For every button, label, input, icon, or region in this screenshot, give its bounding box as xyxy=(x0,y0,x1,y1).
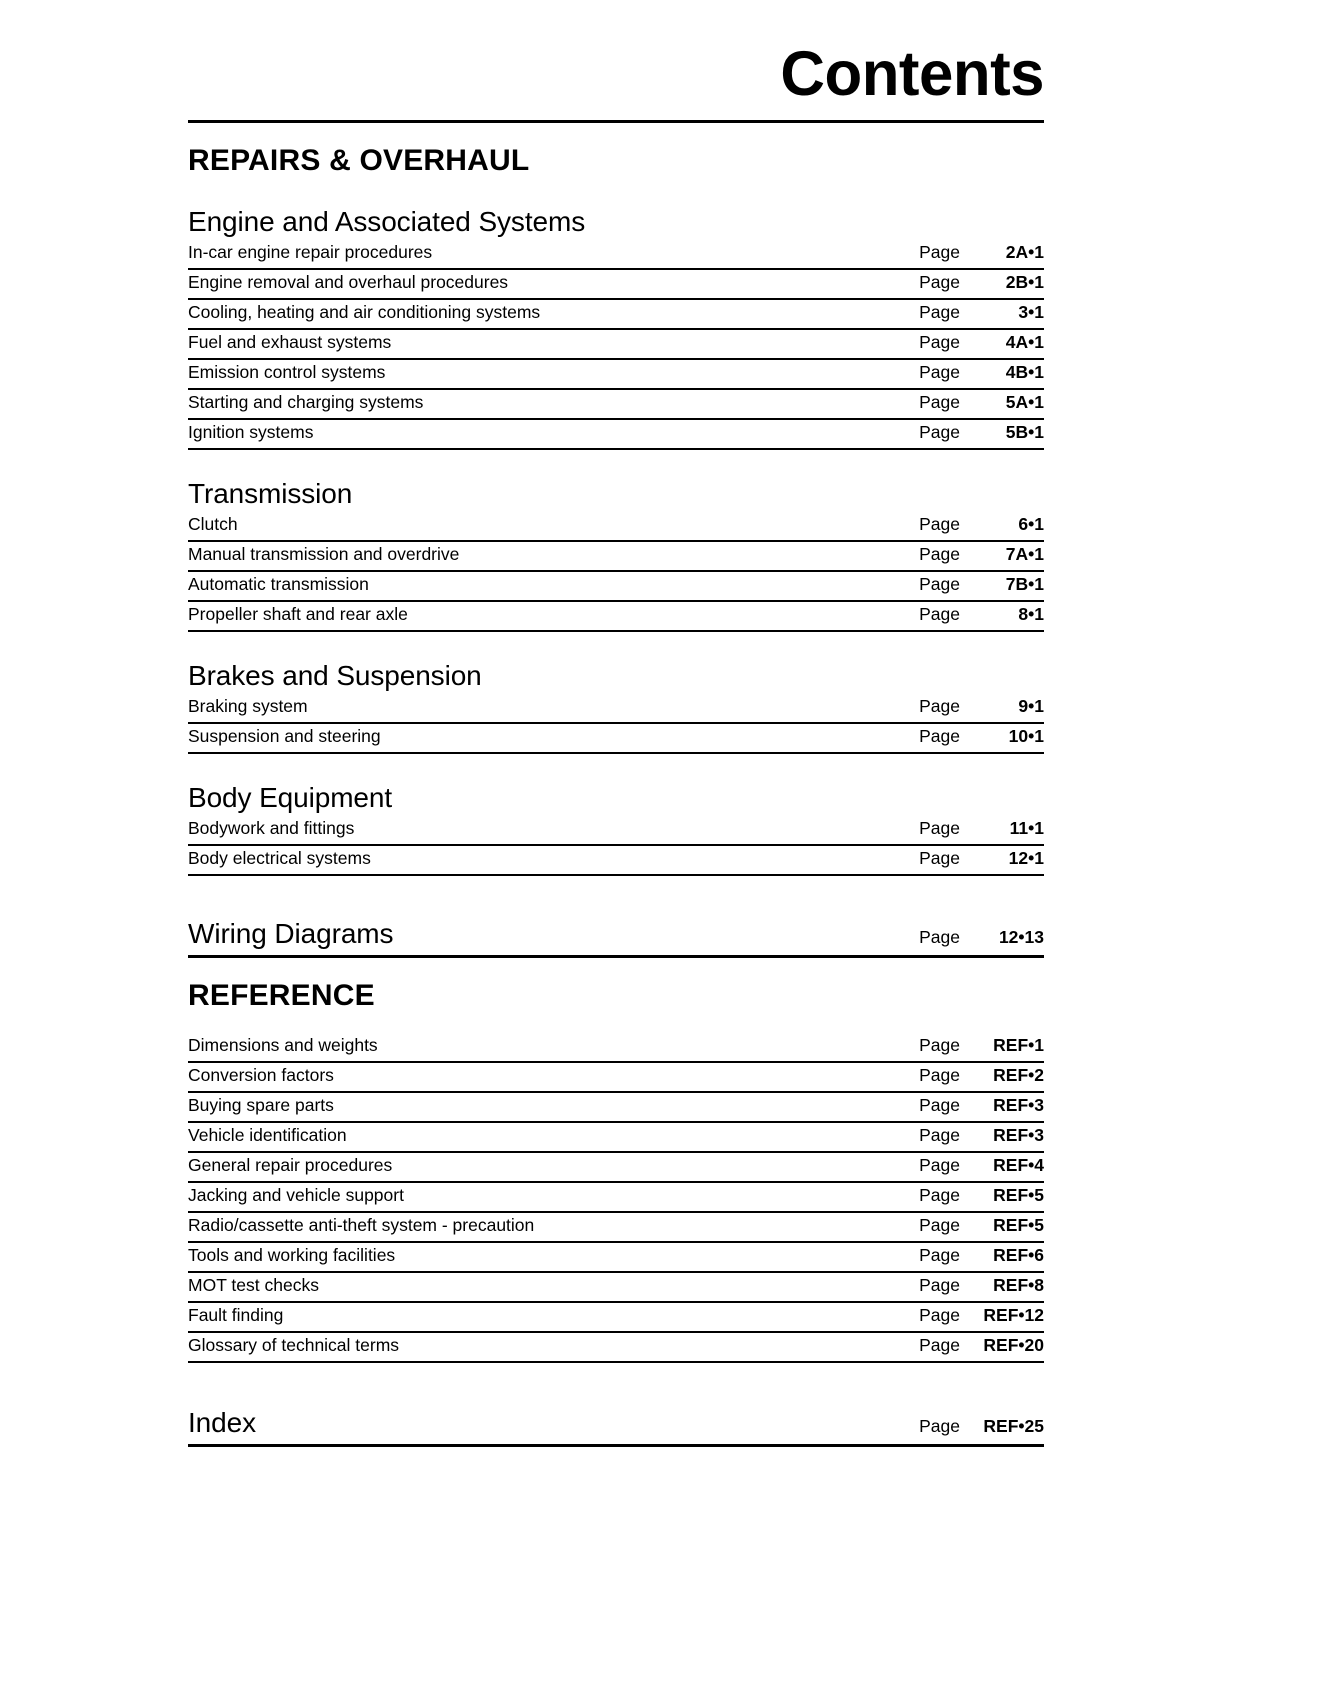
entry-page-label: Page xyxy=(919,513,960,534)
entry-page-label: Page xyxy=(919,725,960,746)
entry-title: Suspension and steering xyxy=(188,725,381,746)
contents-entry-row[interactable] xyxy=(188,1333,1044,1363)
group-heading: Transmission xyxy=(188,477,353,509)
contents-entry-row[interactable] xyxy=(188,1063,1044,1093)
entry-page-reference: 7A•1 xyxy=(1005,543,1044,564)
page-title: Contents xyxy=(780,39,1044,109)
entry-page-reference: REF•5 xyxy=(993,1184,1044,1205)
major-entry-row[interactable] xyxy=(188,918,1044,958)
contents-entry-row[interactable] xyxy=(188,542,1044,572)
entry-page-reference: 9•1 xyxy=(1018,695,1044,716)
entry-page-label: Page xyxy=(919,421,960,442)
group-section xyxy=(188,206,1044,450)
entry-page-reference: REF•5 xyxy=(993,1214,1044,1235)
entry-title: Propeller shaft and rear axle xyxy=(188,603,408,624)
entry-title: Fuel and exhaust systems xyxy=(188,331,392,352)
contents-entry-row[interactable] xyxy=(188,694,1044,724)
entry-page-label: Page xyxy=(919,603,960,624)
entry-page-label: Page xyxy=(919,847,960,868)
entry-page-label: Page xyxy=(919,331,960,352)
entry-page-reference: REF•8 xyxy=(993,1274,1044,1295)
contents-entry-row[interactable] xyxy=(188,240,1044,270)
entry-page-label: Page xyxy=(919,1094,960,1115)
entry-page-reference: 7B•1 xyxy=(1005,573,1044,594)
entry-title: Jacking and vehicle support xyxy=(188,1184,404,1205)
entry-page-label: Page xyxy=(919,301,960,322)
entry-title: General repair procedures xyxy=(188,1154,393,1175)
entry-title: Clutch xyxy=(188,513,238,534)
entry-page-label: Page xyxy=(919,1034,960,1055)
part-heading: REFERENCE xyxy=(188,978,375,1012)
masthead-divider xyxy=(188,120,1044,123)
entry-page-label: Page xyxy=(919,391,960,412)
major-entry-page-reference: 12•13 xyxy=(998,926,1044,947)
entry-page-reference: 12•1 xyxy=(1008,847,1044,868)
entry-page-reference: 5B•1 xyxy=(1005,421,1044,442)
entry-page-label: Page xyxy=(919,1244,960,1265)
entry-page-reference: 5A•1 xyxy=(1005,391,1044,412)
group-heading: Engine and Associated Systems xyxy=(188,205,586,237)
contents-entry-row[interactable] xyxy=(188,420,1044,450)
entry-page-reference: REF•6 xyxy=(993,1244,1044,1265)
part-heading: REPAIRS & OVERHAUL xyxy=(188,143,530,177)
entry-page-reference: 6•1 xyxy=(1018,513,1044,534)
contents-body xyxy=(188,144,1044,1447)
contents-entry-row[interactable] xyxy=(188,1183,1044,1213)
entry-page-label: Page xyxy=(919,241,960,262)
part-section xyxy=(188,979,1044,1447)
contents-entry-row[interactable] xyxy=(188,512,1044,542)
major-entry-title: Wiring Diagrams xyxy=(188,917,394,949)
entry-page-label: Page xyxy=(919,1334,960,1355)
major-entry-block xyxy=(188,1407,1044,1447)
group-heading: Brakes and Suspension xyxy=(188,659,482,691)
entry-title: Body electrical systems xyxy=(188,847,371,868)
contents-entry-row[interactable] xyxy=(188,816,1044,846)
entry-title: Bodywork and fittings xyxy=(188,817,355,838)
entry-title: Braking system xyxy=(188,695,308,716)
part-section xyxy=(188,144,1044,958)
major-entry-row[interactable] xyxy=(188,1407,1044,1447)
entry-page-reference: 10•1 xyxy=(1008,725,1044,746)
entry-title: Cooling, heating and air conditioning systems xyxy=(188,301,541,322)
entry-page-label: Page xyxy=(919,361,960,382)
entry-page-label: Page xyxy=(919,543,960,564)
entry-page-reference: 2A•1 xyxy=(1005,241,1044,262)
entry-page-label: Page xyxy=(919,271,960,292)
group-section xyxy=(188,1033,1044,1363)
entry-page-reference: 11•1 xyxy=(1009,817,1044,838)
entry-title: Starting and charging systems xyxy=(188,391,424,412)
entry-title: Ignition systems xyxy=(188,421,314,442)
major-entry-title: Index xyxy=(188,1406,256,1438)
entry-page-reference: REF•4 xyxy=(993,1154,1044,1175)
entry-page-label: Page xyxy=(919,1184,960,1205)
entry-page-label: Page xyxy=(919,1064,960,1085)
entry-title: MOT test checks xyxy=(188,1274,319,1295)
entry-page-label: Page xyxy=(919,573,960,594)
entry-title: Engine removal and overhaul procedures xyxy=(188,271,509,292)
entry-page-label: Page xyxy=(919,695,960,716)
entry-title: Emission control systems xyxy=(188,361,386,382)
entry-title: Fault finding xyxy=(188,1304,284,1325)
entry-page-reference: 2B•1 xyxy=(1005,271,1044,292)
contents-entry-row[interactable] xyxy=(188,270,1044,300)
entry-page-reference: REF•3 xyxy=(993,1094,1044,1115)
entry-title: Manual transmission and overdrive xyxy=(188,543,460,564)
entry-title: Buying spare parts xyxy=(188,1094,334,1115)
entry-page-reference: REF•12 xyxy=(983,1304,1044,1325)
contents-entry-row[interactable] xyxy=(188,330,1044,360)
entry-title: In-car engine repair procedures xyxy=(188,241,433,262)
entry-page-label: Page xyxy=(919,1304,960,1325)
masthead xyxy=(188,0,1044,109)
entry-title: Tools and working facilities xyxy=(188,1244,396,1265)
contents-entry-row[interactable] xyxy=(188,1153,1044,1183)
entry-page-reference: 4B•1 xyxy=(1005,361,1044,382)
major-entry-page-reference: REF•25 xyxy=(983,1415,1044,1436)
contents-column xyxy=(188,0,1044,1447)
contents-entry-row[interactable] xyxy=(188,1303,1044,1333)
entry-title: Glossary of technical terms xyxy=(188,1334,400,1355)
contents-entry-row[interactable] xyxy=(188,390,1044,420)
entry-page-reference: REF•3 xyxy=(993,1124,1044,1145)
contents-entry-row[interactable] xyxy=(188,1243,1044,1273)
entry-title: Vehicle identification xyxy=(188,1124,347,1145)
contents-entry-row[interactable] xyxy=(188,1033,1044,1063)
entry-page-label: Page xyxy=(919,1154,960,1175)
contents-entry-row[interactable] xyxy=(188,1213,1044,1243)
entry-page-reference: REF•2 xyxy=(993,1064,1044,1085)
contents-entry-row[interactable] xyxy=(188,724,1044,754)
entry-page-label: Page xyxy=(919,1274,960,1295)
entry-page-reference: 4A•1 xyxy=(1005,331,1044,352)
contents-entry-row[interactable] xyxy=(188,1273,1044,1303)
group-section xyxy=(188,782,1044,876)
entry-page-label: Page xyxy=(919,1214,960,1235)
group-section xyxy=(188,660,1044,754)
entry-page-label: Page xyxy=(919,817,960,838)
entry-title: Automatic transmission xyxy=(188,573,369,594)
contents-entry-row[interactable] xyxy=(188,602,1044,632)
contents-entry-row[interactable] xyxy=(188,572,1044,602)
contents-entry-row[interactable] xyxy=(188,1123,1044,1153)
major-entry-page-label: Page xyxy=(919,1415,960,1436)
entry-page-label: Page xyxy=(919,1124,960,1145)
entry-page-reference: REF•1 xyxy=(993,1034,1044,1055)
entry-title: Dimensions and weights xyxy=(188,1034,378,1055)
contents-entry-row[interactable] xyxy=(188,300,1044,330)
entry-page-reference: 8•1 xyxy=(1018,603,1044,624)
group-section xyxy=(188,478,1044,632)
major-entry-block xyxy=(188,918,1044,958)
contents-entry-row[interactable] xyxy=(188,360,1044,390)
entry-page-reference: REF•20 xyxy=(983,1334,1044,1355)
contents-entry-row[interactable] xyxy=(188,846,1044,876)
contents-entry-row[interactable] xyxy=(188,1093,1044,1123)
major-entry-page-label: Page xyxy=(919,926,960,947)
entry-title: Radio/cassette anti-theft system - precaution xyxy=(188,1214,535,1235)
group-heading: Body Equipment xyxy=(188,781,393,813)
entry-page-reference: 3•1 xyxy=(1018,301,1044,322)
entry-title: Conversion factors xyxy=(188,1064,334,1085)
